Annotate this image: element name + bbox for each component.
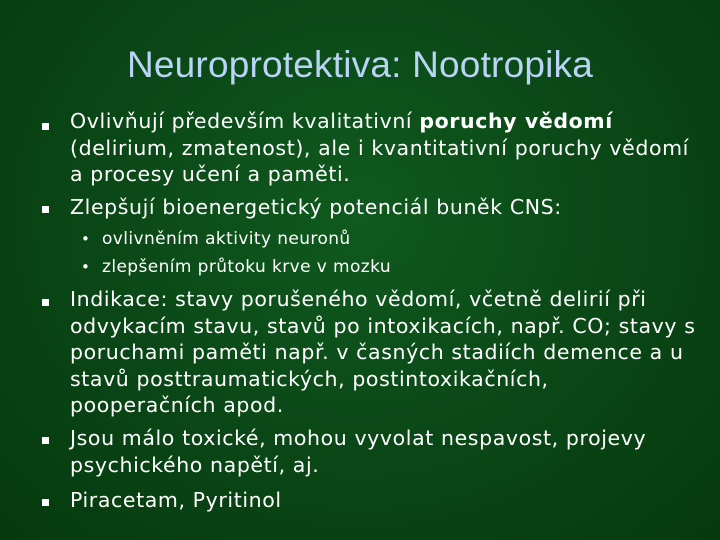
slide-title: Neuroprotektiva: Nootropika — [126, 44, 594, 85]
bullet-1-text-end: (delirium, zmatenost), ale i kvantitativní poruchy vědomí a procesy učení a paměti. — [70, 135, 689, 186]
bullet-marker — [42, 206, 49, 213]
bullet-1-text-start: Ovlivňují především kvalitativní — [70, 109, 420, 133]
bullet-1-bold-text: poruchy vědomí — [419, 109, 613, 133]
bullet-item-3: Indikace: stavy porušeného vědomí, včetně delirií při odvykacím stavu, stavů po intoxikacích, např. CO; stavy s poruchami paměti např. v časných stadiích demence a u stavů posttraumatických, postintoxikačních, pooperačních apod. — [70, 287, 696, 417]
bullet-item-2: Zlepšují bioenergetický potenciál buněk CNS: — [70, 195, 562, 219]
bullet-item-4: Jsou málo toxické, mohou vyvolat nespavost, projevy psychického napětí, aj. — [70, 426, 647, 477]
bullet-marker — [42, 499, 49, 506]
bullet-item-5: Piracetam, Pyritinol — [70, 488, 282, 512]
sub-bullet-marker: • — [81, 230, 90, 248]
bullet-marker — [42, 123, 49, 130]
bullet-marker — [42, 437, 49, 444]
sub-bullet-1: ovlivněním aktivity neuronů — [102, 229, 351, 249]
bullet-item-1 — [70, 108, 700, 188]
sub-bullet-marker: • — [81, 258, 90, 276]
bullet-marker — [42, 299, 49, 306]
sub-bullet-2: zlepšením průtoku krve v mozku — [102, 257, 391, 277]
